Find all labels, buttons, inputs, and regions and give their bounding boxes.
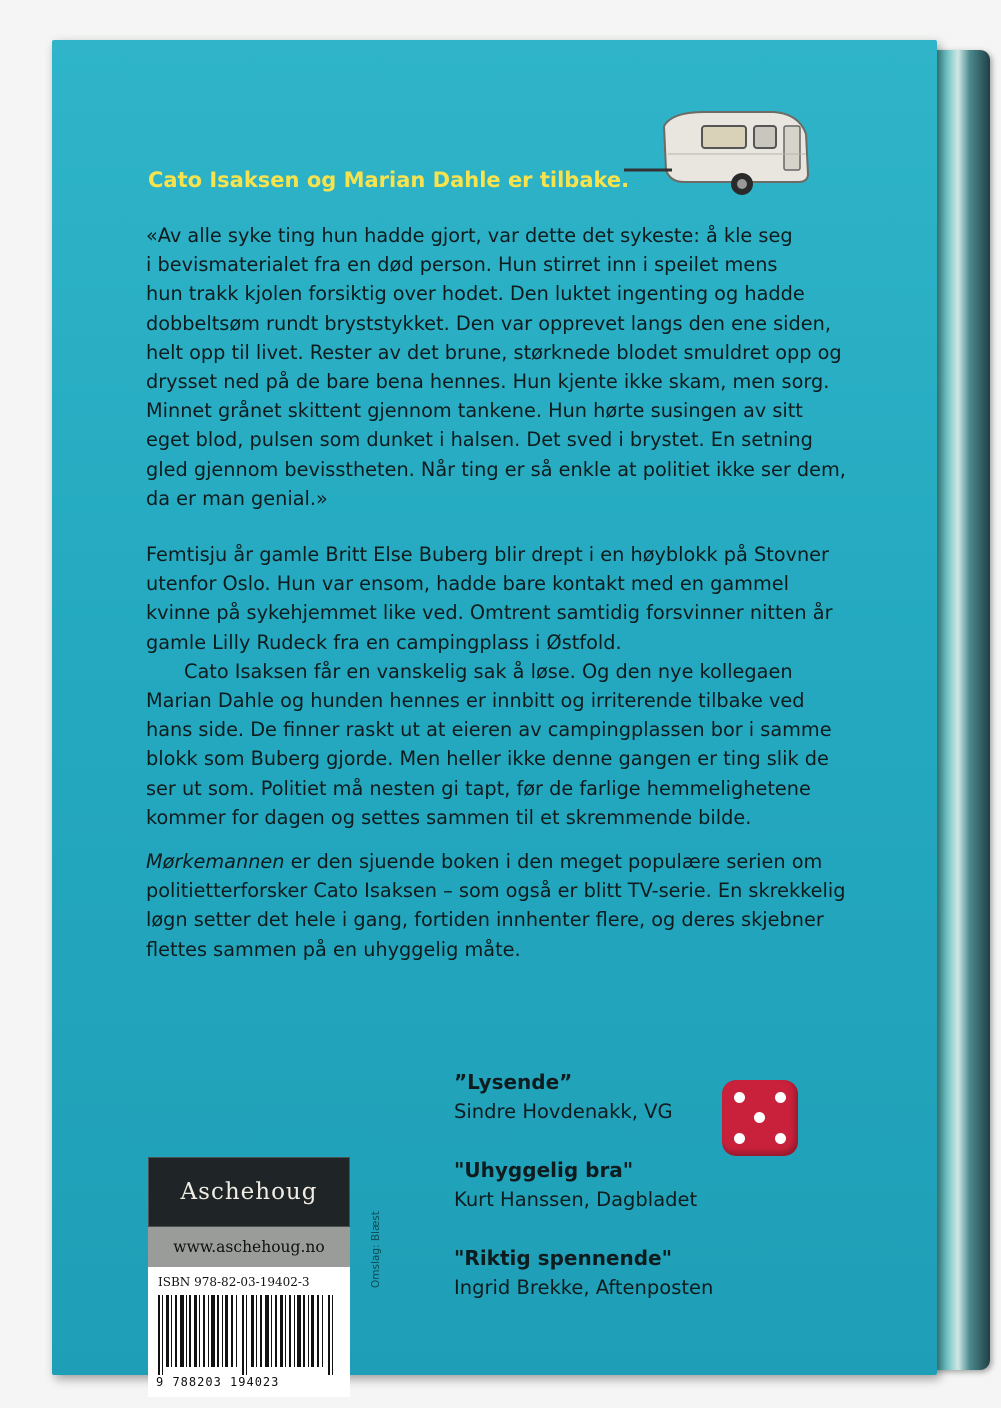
quote-line: eget blod, pulsen som dunket i halsen. Det sved i brystet. En setning xyxy=(146,428,813,452)
book-spine-edge xyxy=(932,50,990,1370)
barcode-area xyxy=(148,1267,350,1397)
outro-line: løgn setter det hele i gang, fortiden innhenter flere, og deres skjebner xyxy=(146,908,824,932)
die-pip xyxy=(775,1133,786,1144)
plot-summary xyxy=(146,540,866,832)
quote-line: gled gjennom bevisstheten. Når ting er så enkle at politiet ikke ser dem, xyxy=(146,457,846,481)
review-1 xyxy=(454,1070,673,1123)
review-source: Kurt Hanssen, Dagbladet xyxy=(454,1188,698,1211)
die-pip xyxy=(775,1092,786,1103)
quote-line: hun trakk kjolen forsiktig over hodet. Den luktet ingenting og hadde xyxy=(146,282,805,306)
summary-line: kommer for dagen og settes sammen til et skremmende bilde. xyxy=(146,805,752,829)
cover-credit: Omslag: Blæst xyxy=(370,1211,382,1288)
excerpt-quote xyxy=(146,221,866,513)
outro-line xyxy=(146,847,866,876)
barcode-icon xyxy=(154,1295,344,1375)
caravan-image xyxy=(624,104,814,199)
quote-line: i bevismaterialet fra en død person. Hun stirret inn i speilet mens xyxy=(146,253,778,277)
quote-line: «Av alle syke ting hun hadde gjort, var dette det sykeste: å kle seg xyxy=(146,224,793,247)
outro-line: flettes sammen på en uhyggelig måte. xyxy=(146,937,521,961)
back-cover xyxy=(52,40,937,1389)
publisher-block xyxy=(148,1157,350,1397)
publisher-url: www.aschehoug.no xyxy=(148,1227,350,1267)
review-quote: "Uhyggelig bra" xyxy=(454,1158,634,1182)
book xyxy=(52,40,942,1389)
review-2 xyxy=(454,1158,697,1211)
tagline: Cato Isaksen og Marian Dahle er tilbake. xyxy=(148,168,630,192)
die-pip xyxy=(734,1092,745,1103)
quote-line: helt opp til livet. Rester av det brune, størknede blodet smuldret opp og xyxy=(146,340,842,364)
series-description xyxy=(146,847,866,964)
outro-line: politietterforsker Cato Isaksen – som også er blitt TV-serie. En skrekkelig xyxy=(146,879,846,903)
summary-line: Marian Dahle og hunden hennes er innbitt og irriterende tilbake ved xyxy=(146,689,805,713)
summary-line: utenfor Oslo. Hun var ensom, hadde bare kontakt med en gammel xyxy=(146,572,789,596)
publisher-logo: Aschehoug xyxy=(148,1157,350,1227)
summary-line: hans side. De finner raskt ut at eieren av campingplassen bor i samme xyxy=(146,718,832,742)
review-source: Ingrid Brekke, Aftenposten xyxy=(454,1276,714,1299)
summary-line: ser ut som. Politiet må nesten gi tapt, før de farlige hemmelighetene xyxy=(146,776,811,800)
ean-number: 9 788203 194023 xyxy=(156,1375,280,1389)
review-source: Sindre Hovdenakk, VG xyxy=(454,1100,673,1123)
summary-line: kvinne på sykehjemmet like ved. Omtrent samtidig forsvinner nitten år xyxy=(146,601,833,625)
summary-line: Cato Isaksen får en vanskelig sak å løse. Og den nye kollegaen xyxy=(184,659,793,683)
dice-rating-icon xyxy=(722,1080,798,1156)
quote-line: drysset ned på de bare bena hennes. Hun kjente ikke skam, men sorg. xyxy=(146,370,830,394)
review-quote: "Riktig spennende" xyxy=(454,1246,673,1270)
quote-line: da er man genial.» xyxy=(146,486,328,510)
summary-line: gamle Lilly Rudeck fra en campingplass i Østfold. xyxy=(146,630,622,654)
summary-line: Femtisju år gamle Britt Else Buberg blir drept i en høyblokk på Stovner xyxy=(146,543,829,566)
isbn-number: ISBN 978-82-03-19402-3 xyxy=(158,1275,310,1289)
summary-line: blokk som Buberg gjorde. Men heller ikke denne gangen er ting slik de xyxy=(146,747,829,771)
review-quote: ”Lysende” xyxy=(454,1070,573,1094)
quote-line: Minnet grånet skittent gjennom tankene. Hun hørte susingen av sitt xyxy=(146,399,803,423)
review-3 xyxy=(454,1246,713,1299)
outro-line-rest: er den sjuende boken i den meget populære serien om xyxy=(284,850,823,873)
quote-line: dobbeltsøm rundt bryststykket. Den var opprevet langs den ene siden, xyxy=(146,311,831,335)
die-pip xyxy=(754,1112,765,1123)
die-pip xyxy=(734,1133,745,1144)
book-title: Mørkemannen xyxy=(146,850,285,873)
